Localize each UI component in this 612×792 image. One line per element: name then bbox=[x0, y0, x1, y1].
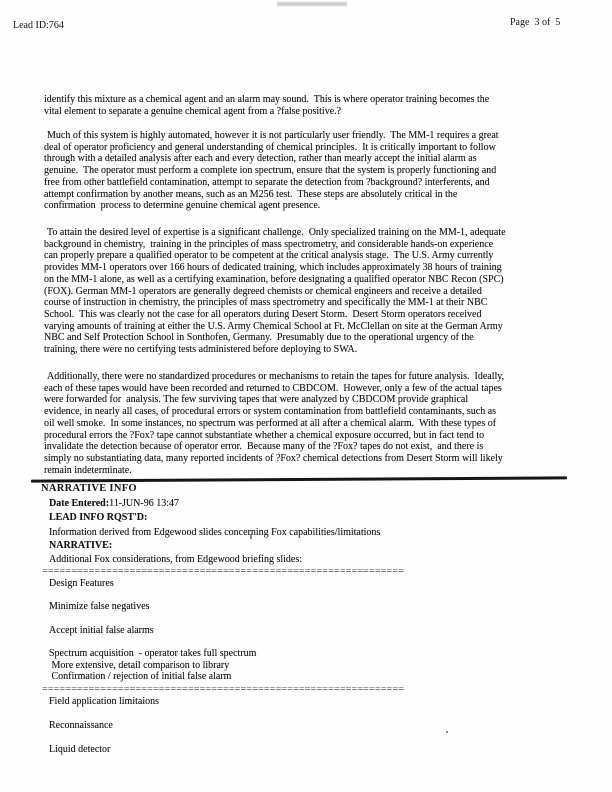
scan-artifact-smudge bbox=[277, 2, 347, 6]
text-line: varying amounts of training at either the U.S. Army Chemical School at Ft. McClellan on site at the German Army bbox=[44, 320, 503, 332]
text-line: background in chemistry, training in the principles of mass spectrometry, and considerable hands-on experience bbox=[44, 238, 494, 250]
paragraph-tape-procedures bbox=[44, 371, 504, 476]
slide-item-field-application-limitations: Field application limitaions bbox=[49, 696, 159, 707]
text-line: School. This was clearly not the case for all operators during Desert Storm. Desert Storm operators received bbox=[44, 308, 482, 320]
date-entered-row bbox=[49, 498, 179, 510]
text-line: through with a detailed analysis after each and every detection, rather than mearly accept the initial alarm as bbox=[44, 153, 477, 165]
text-line: confirmation process to determine genuine chemical agent presence. bbox=[44, 200, 321, 212]
text-line: (FOX). German MM-1 operators are generally degreed chemists or chemical engineers and receive a detailed bbox=[44, 285, 482, 297]
narrative-info-heading: NARRATIVE INFO bbox=[41, 483, 137, 494]
slide-item-spectrum-acquisition bbox=[49, 648, 256, 683]
text-line: each of these tapes would have been recorded and returned to CBDCOM. However, only a few of the actual tapes bbox=[44, 382, 502, 394]
text-line: Much of this system is highly automated, however it is not particularly user friendly. The MM-1 requires a great bbox=[47, 130, 499, 141]
slide-item-accept-initial-false-alarms: Accept initial false alarms bbox=[49, 625, 154, 636]
lead-info-rqstd-label: LEAD INFO RQST'D: bbox=[49, 512, 148, 523]
text-line: genuine. The operator must perform a complete ion spectrum, ensure that the system is properly functioning and bbox=[44, 165, 497, 177]
paragraph-training-expertise bbox=[44, 227, 506, 356]
text-line: evidence, in nearly all cases, of procedural errors or system contamination from battlefield contaminants, such as bbox=[44, 406, 497, 418]
paragraph-system-automation bbox=[44, 130, 499, 212]
lead-info-text: Information derived from Edgewood slides concerning Fox capabilities/limitations bbox=[49, 527, 381, 538]
narrative-intro: Additional Fox considerations, from Edgewood briefing slides: bbox=[49, 554, 303, 565]
text-line: on the MM-1 alone, as well as a certifying examination, before designating a qualified operator NBC Recon (SPC) bbox=[44, 273, 504, 285]
text-line: vital element to separate a genuine chemical agent from a ?false positive.? bbox=[44, 105, 342, 117]
text-line: Additionally, there were no standardized procedures or mechanisms to retain the tapes for future analysis. Ideally, bbox=[47, 371, 505, 382]
text-line: oil well smoke. In some instances, no spectrum was performed at all after a chemical alarm. With these types of bbox=[44, 417, 497, 429]
text-line: remain indeterminate. bbox=[44, 464, 132, 476]
slide-item-reconnaissance: Reconnaissance bbox=[49, 720, 113, 731]
text-line: course of instruction in chemistry, the principles of mass spectrometry and specifically the MM-1 at their NBC bbox=[44, 297, 488, 309]
text-line: Spectrum acquisition - operator takes full spectrum bbox=[49, 648, 257, 659]
text-line: free from other battlefield contamination, attempt to separate the detection from ?background? interferents, and bbox=[44, 176, 490, 188]
slide-item-design-features: Design Features bbox=[49, 578, 114, 589]
text-line: attempt confirmation by another means, such as an M256 test. These steps are absolutely critical in the bbox=[44, 188, 458, 200]
text-line: invalidate the detection because of operator error. Because many of the ?Fox? tapes do not exist, and there is bbox=[44, 441, 484, 453]
slide-item-liquid-detector: Liquid detector bbox=[49, 744, 111, 755]
equals-divider: ============================================================== bbox=[42, 684, 405, 695]
date-entered-label: Date Entered: bbox=[49, 498, 110, 509]
text-line: simply no substantiating data, many reported incidents of ?Fox? chemical detections from Desert Storm will likely bbox=[44, 452, 503, 464]
lead-id: Lead ID:764 bbox=[13, 20, 64, 31]
text-line: More extensive, detail comparison to library bbox=[49, 659, 230, 671]
equals-divider: ============================================================== bbox=[42, 566, 405, 577]
section-divider-rule bbox=[31, 476, 567, 482]
paragraph-continuation bbox=[44, 94, 489, 117]
text-line: NBC and Self Protection School in Sonthofen, Germany. Presumably due to the operational urgency of the bbox=[44, 332, 474, 344]
text-line: deal of operator proficiency and general understanding of chemical principles. It is critically important to follow bbox=[44, 141, 496, 153]
text-line: Confirmation / rejection of initial false alarm bbox=[49, 671, 232, 683]
date-entered-value: 11-JUN-96 13:47 bbox=[109, 498, 179, 509]
page-number: Page 3 of 5 bbox=[510, 17, 561, 28]
slide-item-minimize-false-negatives: Minimize false negatives bbox=[49, 601, 150, 612]
text-line: provides MM-1 operators over 166 hours of dedicated training, which includes approximately 38 hours of training bbox=[44, 262, 502, 274]
text-line: identify this mixture as a chemical agent and an alarm may sound. This is where operator training becomes the bbox=[44, 94, 490, 105]
text-line: To attain the desired level of expertise is a significant challenge. Only specialized training on the MM-1, adequate bbox=[47, 227, 506, 238]
text-line: can properly prepare a qualified operator to be competent at the critical analysis stage. The U.S. Army currently bbox=[44, 250, 494, 262]
scan-artifact-speck bbox=[446, 731, 448, 733]
text-line: procedural errors the ?Fox? tape cannot substantiate whether a chemical exposure occurred, but in fact tend to bbox=[44, 429, 485, 441]
text-line: were forwarded for analysis. The few surviving tapes that were analyzed by CBDCOM provide graphical bbox=[44, 394, 469, 406]
text-line: training, there were no certifying tests administered before deploying to SWA. bbox=[44, 344, 358, 356]
narrative-label: NARRATIVE: bbox=[49, 540, 113, 551]
